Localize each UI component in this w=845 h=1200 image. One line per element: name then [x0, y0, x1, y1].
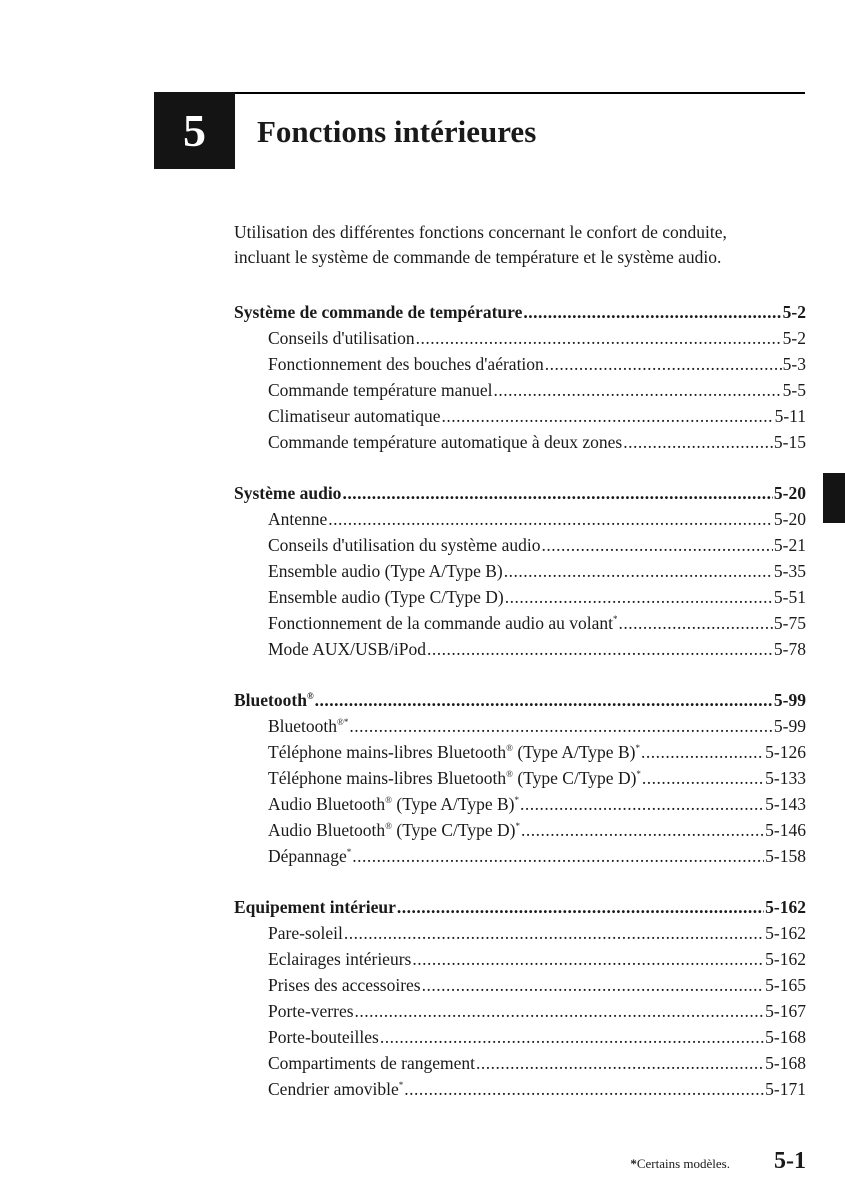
toc-entry-page: 5-5 [782, 380, 806, 400]
dot-leader [504, 558, 773, 584]
toc-entry-text: Audio Bluetooth® (Type A/Type B) [268, 794, 515, 814]
intro-line: Utilisation des différentes fonctions concernant le confort de conduite, [234, 222, 727, 242]
toc-entry-label [268, 325, 415, 351]
dot-leader [412, 946, 764, 972]
toc-entry-label [268, 351, 544, 377]
table-of-contents [234, 299, 806, 1127]
footnote-star: * [630, 1156, 637, 1171]
dot-leader [416, 325, 782, 351]
superscript-mark: * [636, 769, 641, 779]
toc-entry-text: Cendrier amovible [268, 1079, 399, 1099]
toc-section-heading[interactable] [234, 480, 806, 506]
dot-leader [397, 894, 764, 920]
toc-entry-label [268, 429, 622, 455]
toc-entry[interactable] [234, 506, 806, 532]
toc-section [234, 480, 806, 662]
toc-entry[interactable] [234, 636, 806, 662]
dot-leader [619, 610, 773, 636]
toc-entry[interactable] [234, 713, 806, 739]
toc-entry-text: Bluetooth [268, 716, 338, 736]
toc-entry-text: Ensemble audio (Type A/Type B) [268, 561, 503, 581]
toc-entry-text: Pare-soleil [268, 923, 343, 943]
toc-entry-page: 5-171 [765, 1079, 806, 1099]
superscript-mark: * [635, 743, 640, 753]
dot-leader [344, 920, 764, 946]
toc-entry-text: Téléphone mains-libres Bluetooth® (Type A/Type B) [268, 742, 636, 762]
dot-leader [422, 972, 765, 998]
toc-entry[interactable] [234, 1024, 806, 1050]
chapter-intro [234, 220, 806, 270]
dot-leader [623, 429, 773, 455]
toc-entry-text: Audio Bluetooth® (Type C/Type D) [268, 820, 516, 840]
dot-leader [641, 739, 764, 765]
toc-entry-text: Antenne [268, 509, 328, 529]
toc-entry-page: 5-20 [773, 509, 806, 529]
toc-section [234, 299, 806, 455]
toc-entry[interactable] [234, 791, 806, 817]
toc-entry[interactable] [234, 532, 806, 558]
toc-entry-text: Fonctionnement de la commande audio au volant [268, 613, 614, 633]
toc-entry-label [268, 713, 348, 739]
toc-entry-page: 5-162 [765, 949, 806, 969]
toc-section-heading-text: Equipement intérieur [234, 897, 396, 917]
toc-entry[interactable] [234, 946, 806, 972]
dot-leader [521, 817, 764, 843]
toc-entry[interactable] [234, 558, 806, 584]
dot-leader [352, 843, 764, 869]
page-footer [560, 1148, 806, 1175]
toc-entry-text: Conseils d'utilisation [268, 328, 415, 348]
chapter-number-box: 5 [154, 92, 235, 169]
dot-leader [404, 1076, 764, 1102]
footnote [630, 1156, 730, 1172]
toc-entry-label [268, 636, 426, 662]
dot-leader [380, 1024, 764, 1050]
toc-entry-label [268, 584, 504, 610]
toc-section [234, 687, 806, 869]
toc-entry-text: Prises des accessoires [268, 975, 421, 995]
toc-entry[interactable] [234, 739, 806, 765]
toc-entry-label [268, 972, 421, 998]
toc-section-heading-text: Système de commande de température [234, 302, 523, 322]
toc-entry-page: 5-75 [773, 613, 806, 633]
dot-leader [349, 713, 773, 739]
toc-entry-page: 5-99 [773, 716, 806, 736]
dot-leader [427, 636, 773, 662]
toc-entry-page: 5-143 [765, 794, 806, 814]
toc-entry-page: 5-2 [782, 328, 806, 348]
toc-entry-text: Mode AUX/USB/iPod [268, 639, 427, 659]
toc-entry-label [268, 532, 540, 558]
toc-entry[interactable] [234, 1050, 806, 1076]
toc-entry-label [268, 817, 520, 843]
toc-entry[interactable] [234, 972, 806, 998]
toc-entry-label [268, 843, 351, 869]
toc-section-heading-page: 5-2 [782, 302, 806, 322]
toc-entry-page: 5-146 [765, 820, 806, 840]
toc-entry-page: 5-35 [773, 561, 806, 581]
chapter-header-rule [154, 92, 805, 94]
toc-entry-label [268, 920, 343, 946]
superscript-mark: ® [306, 691, 314, 701]
dot-leader [476, 1050, 764, 1076]
toc-section-heading[interactable] [234, 894, 806, 920]
toc-entry-page: 5-78 [773, 639, 806, 659]
intro-line: incluant le système de commande de température et le système audio. [234, 247, 722, 267]
toc-entry-label [268, 558, 503, 584]
toc-section-heading[interactable] [234, 299, 806, 325]
toc-entry-page: 5-21 [773, 535, 806, 555]
toc-entry-page: 5-162 [765, 923, 806, 943]
dot-leader [523, 299, 781, 325]
dot-leader [355, 998, 765, 1024]
toc-entry-text: Compartiments de rangement [268, 1053, 476, 1073]
toc-entry-label [268, 946, 411, 972]
toc-entry[interactable] [234, 403, 806, 429]
toc-entry-label [268, 1076, 403, 1102]
toc-entry-text: Téléphone mains-libres Bluetooth® (Type C/Type D) [268, 768, 637, 788]
toc-entry-text: Eclairages intérieurs [268, 949, 412, 969]
dot-leader [342, 480, 772, 506]
toc-entry-label [268, 610, 618, 636]
toc-entry-label [268, 506, 327, 532]
page-number: 5-1 [774, 1148, 806, 1174]
toc-entry-label [268, 377, 493, 403]
toc-entry-page: 5-167 [765, 1001, 806, 1021]
toc-entry-text: Commande température manuel [268, 380, 493, 400]
superscript-mark: * [398, 1080, 404, 1090]
toc-entry-label [268, 1050, 475, 1076]
toc-entry-page: 5-11 [774, 406, 806, 426]
toc-entry[interactable] [234, 1076, 806, 1102]
toc-section-heading-text: Système audio [234, 483, 342, 503]
toc-entry[interactable] [234, 998, 806, 1024]
dot-leader [642, 765, 764, 791]
toc-entry-text: Fonctionnement des bouches d'aération [268, 354, 544, 374]
superscript-mark: * [514, 795, 519, 805]
dot-leader [520, 791, 764, 817]
toc-entry-text: Porte-verres [268, 1001, 354, 1021]
toc-entry[interactable] [234, 377, 806, 403]
dot-leader [545, 351, 782, 377]
toc-entry[interactable] [234, 351, 806, 377]
toc-entry-page: 5-165 [765, 975, 806, 995]
toc-entry[interactable] [234, 610, 806, 636]
toc-entry-text: Porte-bouteilles [268, 1027, 379, 1047]
toc-section-heading-label [234, 687, 314, 713]
toc-entry[interactable] [234, 817, 806, 843]
toc-section-heading-label [234, 894, 396, 920]
chapter-side-tab [823, 473, 845, 523]
toc-entry-page: 5-168 [765, 1027, 806, 1047]
dot-leader [328, 506, 773, 532]
toc-entry-page: 5-3 [782, 354, 806, 374]
dot-leader [505, 584, 773, 610]
toc-entry-label [268, 791, 519, 817]
toc-entry-page: 5-15 [773, 432, 806, 452]
superscript-mark: * [346, 847, 352, 857]
superscript-mark: ®* [337, 717, 349, 727]
toc-entry[interactable] [234, 920, 806, 946]
toc-section-heading-page: 5-99 [773, 690, 806, 710]
dot-leader [494, 377, 782, 403]
toc-entry-text: Dépannage [268, 846, 347, 866]
toc-entry-label [268, 998, 354, 1024]
toc-entry[interactable] [234, 843, 806, 869]
toc-entry-page: 5-158 [765, 846, 806, 866]
chapter-title: Fonctions intérieures [257, 114, 537, 149]
toc-entry-text: Commande température automatique à deux zones [268, 432, 623, 452]
toc-entry-text: Climatiseur automatique [268, 406, 441, 426]
toc-entry-page: 5-133 [765, 768, 806, 788]
toc-entry-text: Ensemble audio (Type C/Type D) [268, 587, 504, 607]
toc-section-heading-label [234, 480, 341, 506]
dot-leader [541, 532, 772, 558]
toc-section-heading-text: Bluetooth [234, 690, 307, 710]
dot-leader [315, 687, 773, 713]
toc-entry-text: Conseils d'utilisation du système audio [268, 535, 541, 555]
toc-entry-page: 5-51 [773, 587, 806, 607]
footnote-text: Certains modèles. [636, 1156, 730, 1171]
toc-section-heading-label [234, 299, 522, 325]
toc-entry[interactable] [234, 325, 806, 351]
toc-entry[interactable] [234, 584, 806, 610]
toc-section-heading-page: 5-162 [765, 897, 806, 917]
superscript-mark: * [515, 821, 520, 831]
toc-entry-label [268, 739, 640, 765]
toc-entry-label [268, 403, 441, 429]
toc-entry[interactable] [234, 429, 806, 455]
toc-section [234, 894, 806, 1102]
toc-entry-page: 5-126 [765, 742, 806, 762]
toc-entry-page: 5-168 [765, 1053, 806, 1073]
superscript-mark: * [613, 614, 618, 624]
toc-entry[interactable] [234, 765, 806, 791]
toc-entry-label [268, 765, 641, 791]
dot-leader [442, 403, 774, 429]
toc-section-heading[interactable] [234, 687, 806, 713]
toc-entry-label [268, 1024, 379, 1050]
toc-section-heading-page: 5-20 [773, 483, 806, 503]
